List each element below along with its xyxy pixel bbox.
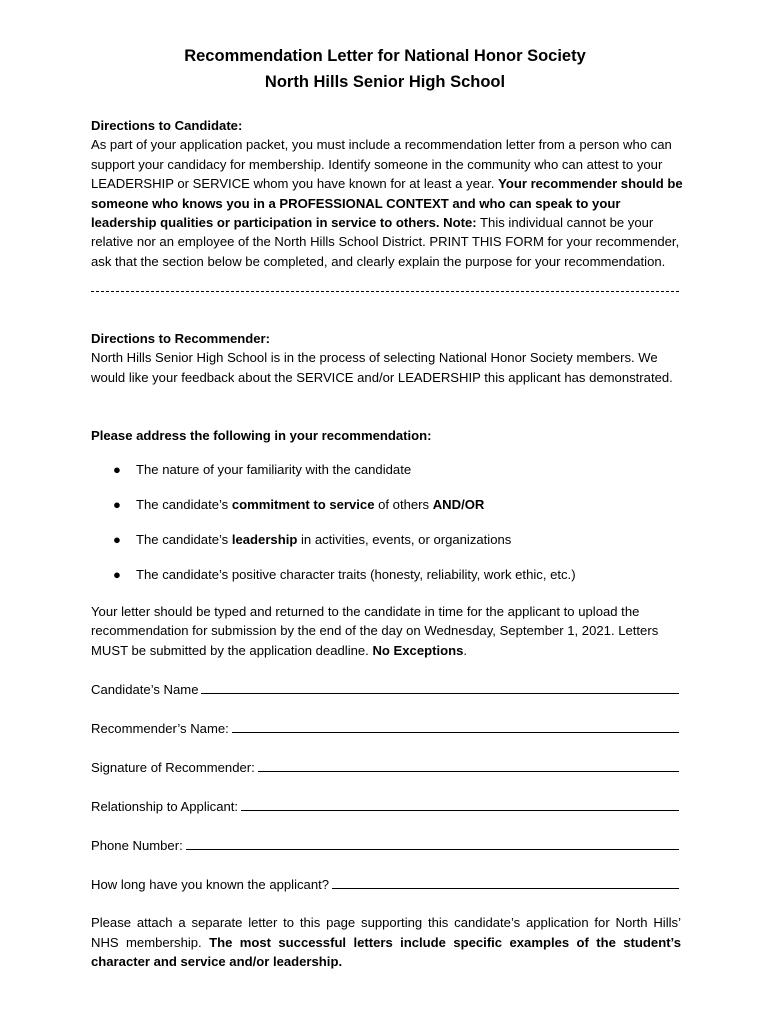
list-item: ● The candidate’s leadership in activities, events, or organizations — [113, 532, 512, 547]
how-long-line[interactable] — [332, 875, 679, 889]
bullet-icon: ● — [113, 567, 121, 582]
recommender-directions-heading: Directions to Recommender: — [91, 331, 270, 346]
school-name: North Hills Senior High School — [264, 73, 506, 91]
relationship-line[interactable] — [241, 797, 679, 811]
phone-label: Phone Number: — [91, 838, 183, 853]
signature-line[interactable] — [258, 758, 679, 772]
submission-instructions: Your letter should be typed and returned to the candidate in time for the applicant to upload the recommendation for submission by the end of the day on Wednesday, September 1, 2021. Letters MUST be submitted by the application deadline. No Exceptions. — [91, 604, 659, 658]
address-heading: Please address the following in your recommendation: — [91, 428, 432, 443]
closing-note: Please attach a separate letter to this page supporting this candidate’s application for North Hills’ NHS membership. The most successful letters include specific examples of the student’s character and service and/or leadership. — [91, 915, 681, 969]
phone-line[interactable] — [186, 836, 679, 850]
signature-field[interactable] — [91, 758, 679, 777]
how-long-field[interactable] — [91, 875, 679, 894]
candidate-directions — [91, 116, 683, 271]
phone-field[interactable] — [91, 836, 679, 855]
recommender-directions — [91, 329, 683, 387]
bullet-icon: ● — [113, 462, 121, 477]
page-title: Recommendation Letter for National Honor Society — [184, 47, 586, 65]
list-item: ● The candidate’s commitment to service of others AND/OR — [113, 497, 485, 512]
candidate-name-label: Candidate’s Name — [91, 682, 199, 697]
signature-label: Signature of Recommender: — [91, 760, 255, 775]
relationship-field[interactable] — [91, 797, 679, 816]
list-item: ● The candidate’s positive character traits (honesty, reliability, work ethic, etc.) — [113, 567, 576, 582]
candidate-name-line[interactable] — [201, 680, 679, 694]
recommender-name-line[interactable] — [232, 719, 679, 733]
relationship-label: Relationship to Applicant: — [91, 799, 239, 814]
recommender-name-label: Recommender’s Name: — [91, 721, 229, 736]
bullet-icon: ● — [113, 532, 121, 547]
candidate-directions-text: As part of your application packet, you must include a recommendation letter from a person who can support your candidacy for membership. Identify someone in the community who can attest to your LEADERSHIP or SERVICE whom you have known for at least a year. Your recommender should be someone who knows you in a PROFESSIONAL CONTEXT and who can speak to your leadership qualities or participation in service to others. Note: This individual cannot be your relative nor an employee of the North Hills School District. PRINT THIS FORM for your recommender, ask that the section below be completed, and clearly explain the purpose for your recommendation. — [91, 137, 683, 269]
recommender-name-field[interactable] — [91, 719, 679, 738]
candidate-name-field[interactable] — [91, 680, 679, 699]
recommender-directions-text: North Hills Senior High School is in the process of selecting National Honor Society members. We would like your feedback about the SERVICE and/or LEADERSHIP this applicant has demonstrated. — [91, 350, 673, 385]
candidate-directions-heading: Directions to Candidate: — [91, 118, 243, 133]
list-item: ● The nature of your familiarity with the candidate — [113, 462, 412, 477]
section-divider — [91, 291, 679, 293]
how-long-label: How long have you known the applicant? — [91, 877, 330, 892]
bullet-icon: ● — [113, 497, 121, 512]
